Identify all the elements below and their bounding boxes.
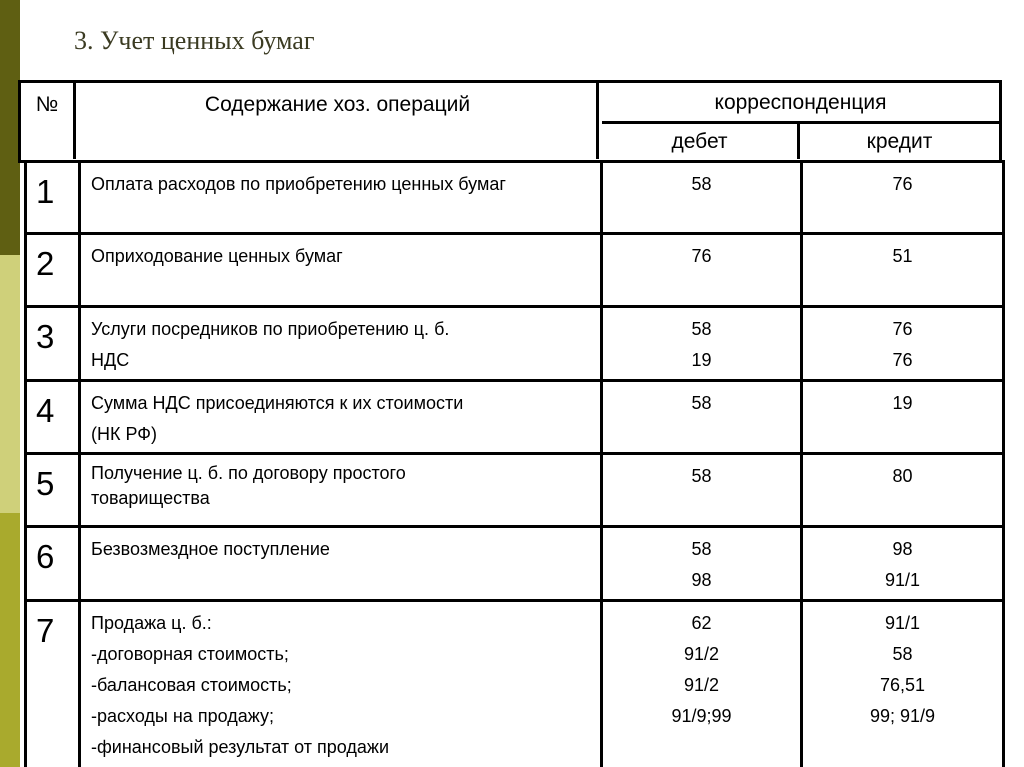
row-number: 3: [26, 307, 80, 381]
debit-cell: [602, 381, 802, 454]
page-title: 3. Учет ценных бумаг: [74, 26, 315, 55]
credit-value: 91/1: [884, 613, 921, 633]
debit-cell: [602, 527, 802, 601]
credit-value: 91/1: [884, 570, 921, 590]
debit-cell: [602, 234, 802, 307]
table-row: [26, 162, 1004, 234]
credit-value: 99; 91/9: [869, 706, 936, 726]
description-line: Сумма НДС присоединяются к их стоимости: [91, 393, 464, 413]
row-description: [80, 527, 602, 601]
credit-cell: [802, 601, 1004, 767]
row-description: [80, 162, 602, 234]
description-line: Продажа ц. б.:: [91, 613, 212, 633]
description-line: -финансовый результат от продажи: [91, 737, 390, 757]
header-number: [21, 83, 76, 159]
header-correspondence-label: корреспонденция: [714, 91, 887, 114]
debit-value: 91/2: [683, 644, 720, 664]
debit-cell: [602, 454, 802, 527]
row-number: 5: [26, 454, 80, 527]
row-number: 2: [26, 234, 80, 307]
header-debit: [602, 121, 800, 159]
header-description-label: Содержание хоз. операций: [204, 93, 471, 116]
credit-value: 58: [892, 644, 913, 664]
credit-cell: [802, 162, 1004, 234]
credit-cell: [802, 381, 1004, 454]
debit-value: 76: [691, 246, 712, 266]
credit-value: 80: [892, 466, 913, 486]
debit-value: 58: [691, 466, 712, 486]
row-number: 4: [26, 381, 80, 454]
credit-cell: [802, 307, 1004, 381]
credit-value: 76,51: [879, 675, 926, 695]
operations-table: [24, 160, 1005, 767]
table-row: [26, 381, 1004, 454]
description-line: (НК РФ): [91, 424, 157, 444]
debit-value: 58: [691, 174, 712, 194]
credit-cell: [802, 234, 1004, 307]
table-row: [26, 234, 1004, 307]
description-line: Безвозмездное поступление: [91, 539, 330, 559]
debit-value: 58: [691, 319, 712, 339]
description-line: товарищества: [91, 488, 210, 508]
header-correspondence: [602, 83, 999, 121]
debit-value: 91/2: [683, 675, 720, 695]
table-row: [26, 454, 1004, 527]
description-line: Оприходование ценных бумаг: [91, 246, 343, 266]
row-description: [80, 454, 602, 527]
side-accent-bar-top: [0, 0, 20, 255]
header-credit: [800, 121, 999, 159]
debit-value: 91/9;99: [671, 706, 732, 726]
debit-cell: [602, 307, 802, 381]
credit-value: 51: [892, 246, 913, 266]
credit-value: 76: [892, 319, 913, 339]
credit-value: 76: [892, 174, 913, 194]
credit-cell: [802, 527, 1004, 601]
debit-value: 58: [691, 393, 712, 413]
row-description: [80, 234, 602, 307]
row-description: [80, 307, 602, 381]
description-line: Услуги посредников по приобретению ц. б.: [91, 319, 450, 339]
row-number: 7: [26, 601, 80, 767]
credit-value: 76: [892, 350, 913, 370]
table-row: [26, 307, 1004, 381]
header-debit-label: дебет: [671, 130, 728, 153]
description-line: Оплата расходов по приобретению ценных бумаг: [91, 174, 506, 194]
debit-cell: [602, 162, 802, 234]
description-line: НДС: [91, 350, 130, 370]
header-credit-label: кредит: [866, 130, 933, 153]
credit-cell: [802, 454, 1004, 527]
row-description: [80, 381, 602, 454]
description-line: -расходы на продажу;: [91, 706, 274, 726]
header-number-label: №: [35, 93, 59, 116]
table-row: [26, 601, 1004, 767]
header-description: [79, 83, 599, 159]
debit-value: 98: [691, 570, 712, 590]
table-row: [26, 527, 1004, 601]
description-line: Получение ц. б. по договору простого: [91, 463, 406, 483]
description-line: -балансовая стоимость;: [91, 675, 292, 695]
row-number: 1: [26, 162, 80, 234]
side-accent-bar-bottom: [0, 513, 20, 767]
credit-value: 98: [892, 539, 913, 559]
debit-value: 19: [691, 350, 712, 370]
debit-value: 62: [691, 613, 712, 633]
debit-value: 58: [691, 539, 712, 559]
debit-cell: [602, 601, 802, 767]
row-number: 6: [26, 527, 80, 601]
row-description: [80, 601, 602, 767]
credit-value: 19: [892, 393, 913, 413]
description-line: -договорная стоимость;: [91, 644, 289, 664]
side-accent-bar-middle: [0, 255, 20, 513]
